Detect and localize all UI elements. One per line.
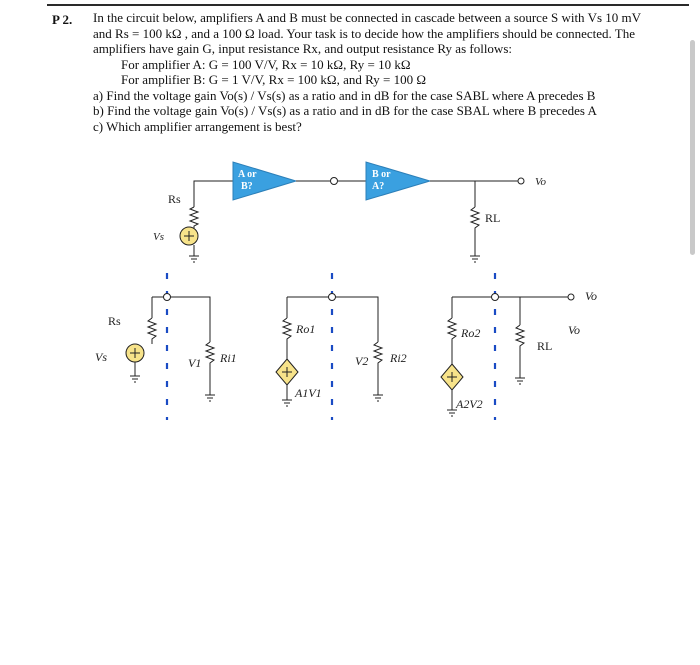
- bottom-ri1-label: Ri1: [220, 351, 237, 365]
- top-middle-node: [331, 178, 338, 185]
- top-rl-label: RL: [485, 211, 501, 225]
- bottom-vo-out-label: Vo: [585, 289, 597, 303]
- top-circuit: [153, 162, 547, 262]
- amplifier-a-spec: For amplifier A: G = 100 V/V, Rx = 10 kΩ, Ry = 10 kΩ: [121, 56, 411, 72]
- bottom-output-node: [568, 294, 574, 300]
- top-amp2-line2: A?: [372, 181, 385, 192]
- part-c: c) Which amplifier arrangement is best?: [93, 118, 302, 134]
- bottom-a1v1-label: A1V1: [295, 386, 322, 400]
- bottom-ri2-resistor: [374, 342, 382, 395]
- statement-line-3: amplifiers have gain G, input resistance Rx, and output resistance Ry as follows:: [93, 41, 512, 56]
- bottom-ri2-label: Ri2: [390, 351, 407, 365]
- top-wire-input: [194, 181, 233, 207]
- bottom-ro2-label: Ro2: [461, 326, 481, 340]
- bottom-v2-label: V2: [355, 354, 369, 368]
- bottom-rl-resistor: [516, 325, 524, 378]
- bottom-a2v2-label: A2V2: [456, 397, 483, 411]
- bottom-vs-label: Vs: [95, 350, 107, 364]
- bottom-node-1: [164, 294, 171, 301]
- top-vo-label: Vo: [535, 176, 546, 188]
- bottom-ro2-resistor: [448, 318, 456, 364]
- top-rl-resistor: [471, 207, 479, 240]
- bottom-rl-label: RL: [537, 339, 553, 353]
- top-vs-label: Vs: [153, 231, 164, 243]
- bottom-ri1-resistor: [206, 342, 214, 395]
- bottom-rs-resistor: [148, 318, 156, 342]
- top-rs-resistor: [190, 207, 198, 228]
- bottom-rs-label: Rs: [108, 314, 121, 328]
- amplifier-b-spec: For amplifier B: G = 1 V/V, Rx = 100 kΩ, and Ry = 100 Ω: [121, 72, 427, 87]
- top-amp2-line1: B or: [372, 169, 391, 180]
- bottom-vo-label: Vo: [568, 323, 580, 337]
- top-output-node: [518, 178, 524, 184]
- top-rs-label: Rs: [168, 192, 181, 206]
- statement-line-1: In the circuit below, amplifiers A and B must be connected in cascade between a source S with Vs 10 mV: [93, 10, 642, 25]
- bottom-ro1-resistor: [283, 318, 291, 348]
- problem-number: P 2.: [52, 12, 73, 27]
- bottom-node-3: [492, 294, 499, 301]
- bottom-circuit: [95, 273, 597, 420]
- top-amp1-line1: A or: [238, 169, 257, 180]
- bottom-ro1-label: Ro1: [296, 322, 316, 336]
- part-a: a) Find the voltage gain Vo(s) / Vs(s) as a ratio and in dB for the case SABL where A precedes B: [93, 87, 596, 103]
- part-b: b) Find the voltage gain Vo(s) / Vs(s) as a ratio and in dB for the case SBAL where B precedes A: [93, 103, 597, 118]
- top-amp1-line2: B?: [241, 181, 253, 192]
- bottom-v1-label: V1: [188, 356, 202, 370]
- statement-line-2: and Rs = 100 kΩ , and a 100 Ω load. Your task is to decide how the amplifiers should be connected. The: [93, 25, 635, 41]
- bottom-node-2: [329, 294, 336, 301]
